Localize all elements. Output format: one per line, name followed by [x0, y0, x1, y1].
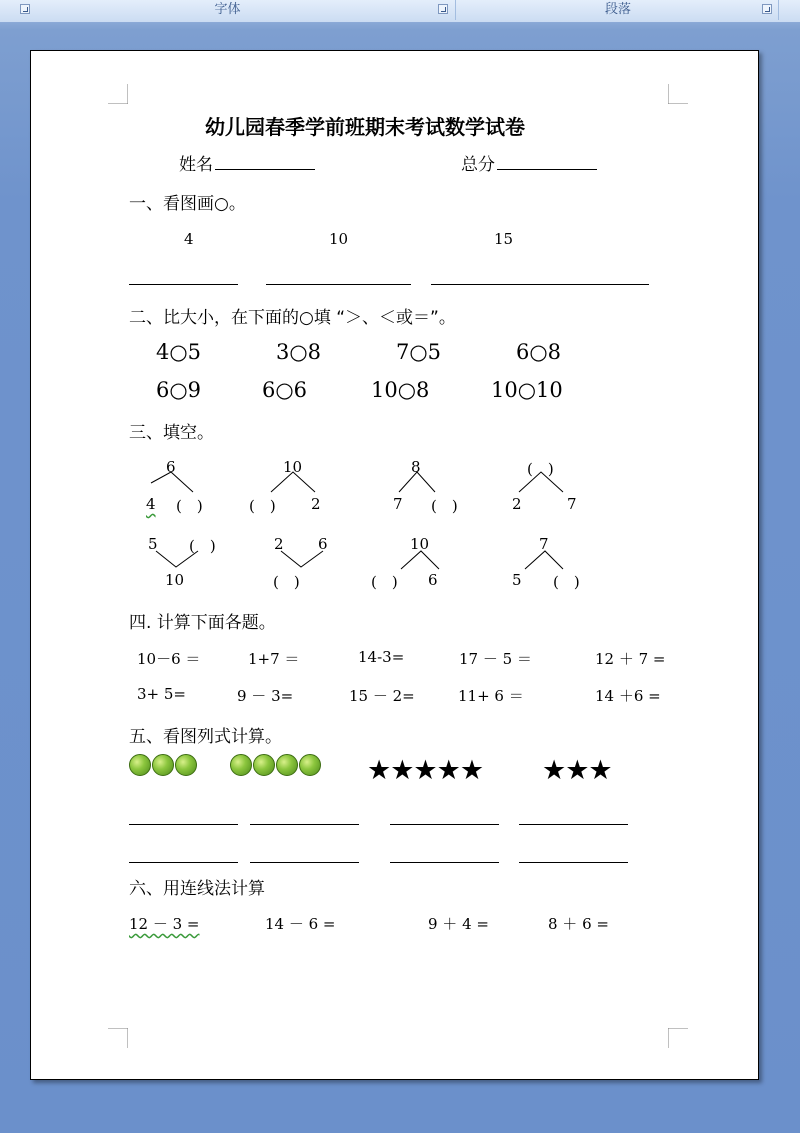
tree-top: 6	[166, 458, 176, 476]
star-group-1: ★★★★★	[367, 755, 484, 786]
tree-left: 5	[512, 571, 522, 589]
document-title: 幼儿园春季学前班期末考试数学试卷	[205, 115, 525, 139]
tree-right: 7	[567, 495, 577, 513]
section-1-heading: 一、看图画○。	[129, 194, 246, 214]
calc-item: 14 ＋6 =	[595, 687, 661, 705]
answer-line	[519, 862, 628, 863]
compare-item: 10○8	[371, 378, 430, 402]
apple-icon	[276, 754, 298, 776]
font-dialog-launcher-icon[interactable]	[20, 4, 30, 14]
tree-left: 7	[393, 495, 403, 513]
apple-icon	[152, 754, 174, 776]
paragraph-dialog-launcher-icon[interactable]	[762, 4, 772, 14]
tree-top: 10	[410, 535, 430, 553]
ribbon-group-paragraph-label: 段落	[604, 2, 631, 17]
calc-item: 14-3=	[358, 648, 405, 666]
calc-item: 10－6 ＝	[137, 650, 201, 668]
ribbon-group-font-label: 字体	[214, 2, 241, 17]
answer-line	[129, 862, 238, 863]
tree-right: ( )	[553, 573, 580, 591]
tree-right: ( )	[176, 497, 203, 515]
apple-icon	[129, 754, 151, 776]
calc-item: 17 － 5 ＝	[459, 650, 532, 668]
apple-group-1	[129, 754, 198, 780]
document-page[interactable]	[30, 50, 759, 1080]
name-label: 姓名	[179, 155, 213, 175]
answer-line	[390, 824, 499, 825]
answer-line	[250, 862, 359, 863]
calc-item: 9 － 3=	[237, 687, 294, 705]
link-expr: 9 ＋ 4 =	[428, 915, 489, 933]
answer-line	[129, 824, 238, 825]
compare-item: 6○9	[156, 378, 202, 402]
tree-right: 2	[311, 495, 321, 513]
tree-top: 7	[539, 535, 549, 553]
tree-left: 5	[148, 535, 158, 553]
apple-icon	[175, 754, 197, 776]
apple-icon	[299, 754, 321, 776]
tree-bottom: ( )	[273, 573, 300, 591]
margin-corner-bottom-right	[668, 1028, 688, 1048]
count-10: 10	[329, 230, 349, 248]
tree-left: 4	[146, 495, 156, 513]
calc-item: 3+ 5=	[137, 685, 186, 703]
calc-item: 15 － 2=	[349, 687, 415, 705]
compare-item: 6○8	[516, 340, 562, 364]
apple-icon	[253, 754, 275, 776]
section-6-heading: 六、用连线法计算	[129, 879, 265, 899]
score-label: 总分	[461, 155, 495, 175]
section-4-heading: 四. 计算下面各题。	[129, 613, 276, 633]
tree-right: 6	[318, 535, 328, 553]
apple-icon	[230, 754, 252, 776]
section-3-heading: 三、填空。	[129, 423, 214, 443]
tree-left: ( )	[249, 497, 276, 515]
tree-right: 6	[428, 571, 438, 589]
apple-group-2	[230, 754, 322, 780]
ribbon-group-paragraph	[458, 0, 779, 20]
link-expr: 14 － 6 =	[265, 915, 336, 933]
tree-bottom: 10	[165, 571, 185, 589]
ribbon-bar	[0, 0, 800, 23]
compare-item: 6○6	[262, 378, 308, 402]
count-15: 15	[494, 230, 514, 248]
compare-item: 4○5	[156, 340, 202, 364]
answer-line	[519, 824, 628, 825]
answer-line	[250, 824, 359, 825]
count-4: 4	[184, 230, 194, 248]
compare-item: 3○8	[276, 340, 322, 364]
ribbon-group-font	[0, 0, 456, 20]
link-expr: 12 － 3 =	[129, 915, 200, 933]
tree-top: 10	[283, 458, 303, 476]
tree-lines-row1	[31, 51, 758, 651]
answer-line	[390, 862, 499, 863]
section-5-heading: 五、看图列式计算。	[129, 727, 282, 747]
tree-top: 8	[411, 458, 421, 476]
tree-right: ( )	[431, 497, 458, 515]
tree-right: ( )	[189, 537, 216, 555]
compare-item: 10○10	[491, 378, 563, 402]
margin-corner-bottom-left	[108, 1028, 128, 1048]
section-2-heading: 二、比大小，在下面的○填 “＞、＜或＝”。	[129, 308, 456, 328]
tree-left: 2	[512, 495, 522, 513]
link-expr: 8 ＋ 6 =	[548, 915, 609, 933]
calc-item: 11+ 6 ＝	[458, 687, 524, 705]
font-dialog-launcher-icon-right[interactable]	[438, 4, 448, 14]
tree-left: 2	[274, 535, 284, 553]
calc-item: 12 ＋ 7 =	[595, 650, 666, 668]
compare-item: 7○5	[396, 340, 442, 364]
star-group-2: ★★★	[542, 755, 612, 786]
tree-top: ( )	[527, 460, 554, 478]
tree-left: ( )	[371, 573, 398, 591]
calc-item: 1+7 ＝	[248, 650, 300, 668]
